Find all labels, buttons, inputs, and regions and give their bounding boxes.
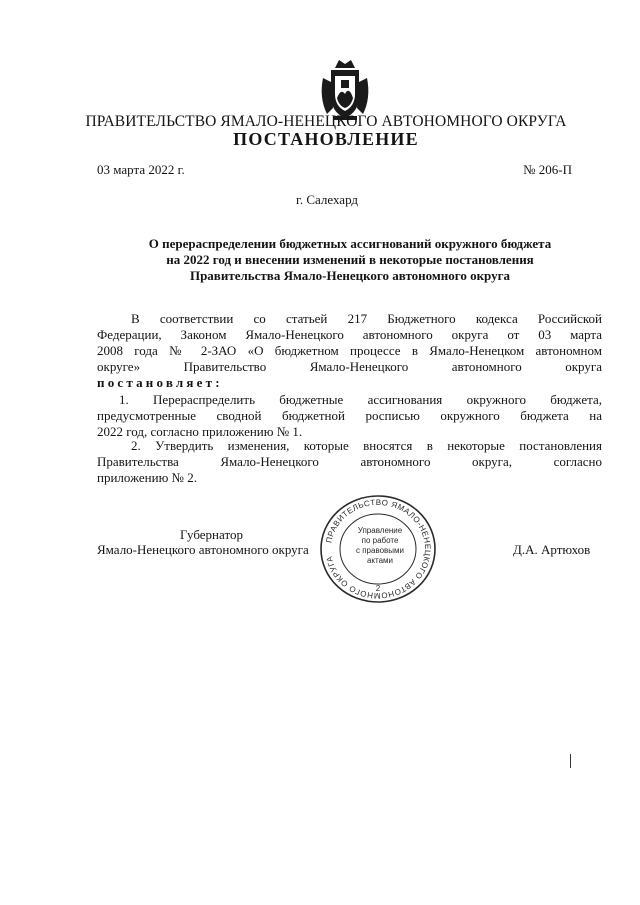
document-type: ПОСТАНОВЛЕНИЕ [233,129,419,149]
margin-mark [570,754,571,768]
clause-2 [97,438,602,486]
signer-position-region: Ямало-Ненецкого автономного округа [97,542,309,557]
body-line: 2008 года № 2-ЗАО «О бюджетном процессе в Ямало-Ненецком автономном [97,343,602,358]
signer-position: Губернатор [180,527,243,542]
preamble-paragraph [97,311,602,391]
body-line: 1. Перераспределить бюджетные ассигнования окружного бюджета, [119,392,602,407]
decree-word: постановляет: [97,375,223,390]
clause-1 [97,392,602,440]
stamp-number: 2 [375,584,381,593]
body-line: предусмотренные сводной бюджетной росписью окружного бюджета на [97,408,602,423]
body-line: В соответствии со статьей 217 Бюджетного кодекса Российской [131,311,602,326]
subject-line: О перераспределении бюджетных ассигнований окружного бюджета [148,236,552,251]
official-stamp [318,494,438,604]
subject-line: Правительства Ямало-Ненецкого автономного округа [189,268,511,283]
body-line: Федерации, Законом Ямало-Ненецкого автономного округа от 03 марта [97,327,602,342]
body-line: 2. Утвердить изменения, которые вносятся в некоторые постановления [131,438,602,453]
stamp-ring-text: ПРАВИТЕЛЬСТВО ЯМАЛО-НЕНЕЦКОГО АВТОНОМНОГО ОКРУГА [324,497,433,601]
stamp-center-line: актами [366,556,394,565]
government-name: ПРАВИТЕЛЬСТВО ЯМАЛО-НЕНЕЦКОГО АВТОНОМНОГО ОКРУГА [85,113,567,130]
body-line: Правительства Ямало-Ненецкого автономного округа, согласно [97,454,602,469]
stamp-center-line: по работе [361,536,399,545]
document-date: 03 марта 2022 г. [97,162,185,177]
document-number: № 206-П [523,162,572,177]
body-line: 2022 год, согласно приложению № 1. [97,424,303,439]
stamp-center-line: Управление [357,526,403,535]
stamp-center-line: с правовыми [355,546,405,555]
signer-name: Д.А. Артюхов [513,542,591,557]
body-line: округе» Правительство Ямало-Ненецкого автономного округа [97,359,602,374]
document-subject [90,236,610,284]
body-line: приложению № 2. [97,470,197,485]
subject-line: на 2022 год и внесении изменений в некоторые постановления [166,252,534,267]
document-city: г. Салехард [295,192,359,207]
